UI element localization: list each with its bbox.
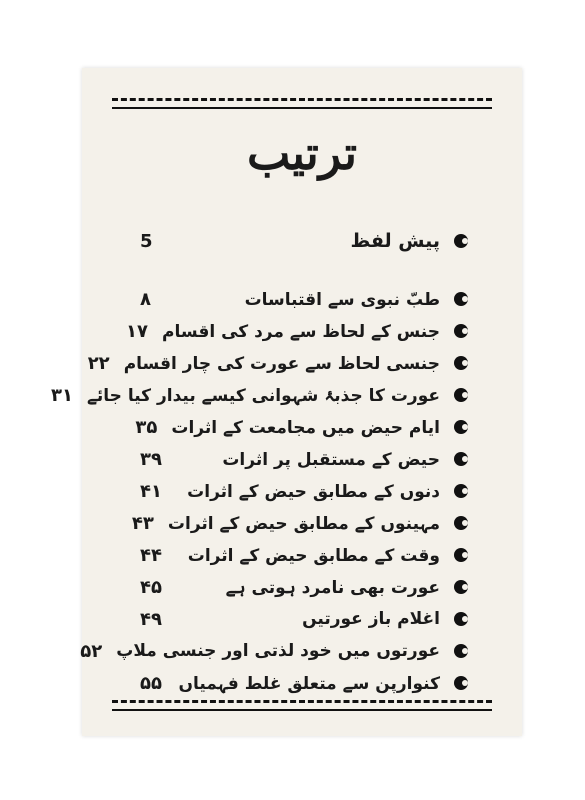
- toc-entry: [140, 284, 468, 314]
- toc-entry-page: ۴۹: [140, 608, 162, 630]
- toc-entry: [126, 316, 468, 346]
- toc-entry: [140, 540, 468, 570]
- toc-entry-title: دنوں کے مطابق حیض کے اثرات: [187, 481, 440, 502]
- bullet-icon: [454, 484, 468, 498]
- toc-entry: [87, 348, 468, 378]
- toc-entry: [135, 412, 468, 442]
- toc-entry-page: ۳۵: [135, 416, 158, 438]
- toc-entry-title: اغلام باز عورتیں: [302, 609, 440, 629]
- bullet-icon: [454, 580, 468, 594]
- toc-entry: [140, 668, 468, 698]
- toc-entry: [140, 604, 468, 634]
- bullet-icon: [454, 324, 468, 338]
- bullet-icon: [454, 356, 468, 370]
- toc-entry-title: عورتوں میں خود لذتی اور جنسی ملاپ: [116, 641, 440, 661]
- toc-entry-title: کنوارپن سے متعلق غلط فہمیاں: [178, 673, 440, 694]
- toc-entry: [140, 226, 468, 256]
- toc-entry-title: جنس کے لحاظ سے مرد کی اقسام: [162, 321, 440, 342]
- toc-entry-title: وقت کے مطابق حیض کے اثرات: [187, 545, 440, 566]
- toc-entry-page: ۴۵: [140, 576, 162, 598]
- toc-entry-page: 5: [140, 230, 153, 252]
- toc-entry-page: ۴۳: [131, 512, 154, 534]
- bullet-icon: [454, 644, 468, 658]
- toc-entry-title: عورت کا جذبۂ شہوانی کیسے بیدار کیا جائے: [86, 385, 440, 406]
- toc-entry-title: پیش لفظ: [350, 230, 440, 252]
- toc-entry-page: ۵۲: [80, 640, 103, 662]
- toc-entry-title: عورت بھی نامرد ہوتی ہے: [225, 577, 440, 598]
- bullet-icon: [454, 420, 468, 434]
- bullet-icon: [454, 234, 468, 248]
- bullet-icon: [454, 516, 468, 530]
- toc-entry-page: ۳۱: [50, 384, 73, 406]
- toc-entry-title: مہینوں کے مطابق حیض کے اثرات: [167, 513, 440, 534]
- bullet-icon: [454, 612, 468, 626]
- toc-entry-page: ۵۵: [140, 672, 162, 694]
- toc-entry: [80, 636, 468, 666]
- top-divider: [112, 98, 492, 109]
- toc-entry: [140, 476, 468, 506]
- bottom-divider: [112, 700, 492, 711]
- toc-entry-page: ۳۹: [140, 448, 162, 470]
- bullet-icon: [454, 548, 468, 562]
- page-title: ترتیب: [246, 126, 358, 180]
- toc-entry-page: ۴۱: [140, 480, 162, 502]
- bullet-icon: [454, 388, 468, 402]
- toc-entry: [50, 380, 468, 410]
- toc-entry-title: ایام حیض میں مجامعت کے اثرات: [171, 417, 440, 438]
- toc-entry: [131, 508, 468, 538]
- toc-entry-title: حیض کے مستقبل پر اثرات: [222, 449, 440, 470]
- bullet-icon: [454, 292, 468, 306]
- toc-entry-page: ۸: [140, 288, 151, 310]
- toc-entry-page: ۲۲: [87, 352, 110, 374]
- bullet-icon: [454, 452, 468, 466]
- toc-entry-page: ۴۴: [140, 544, 162, 566]
- bullet-icon: [454, 676, 468, 690]
- toc-entry-title: طبّ نبوی سے اقتباسات: [244, 289, 440, 310]
- book-page: [50, 68, 522, 736]
- toc-entry-title: جنسی لحاظ سے عورت کی چار اقسام: [123, 353, 440, 374]
- toc-entry-page: ۱۷: [126, 320, 149, 342]
- toc-entry: [140, 444, 468, 474]
- toc-entry: [140, 572, 468, 602]
